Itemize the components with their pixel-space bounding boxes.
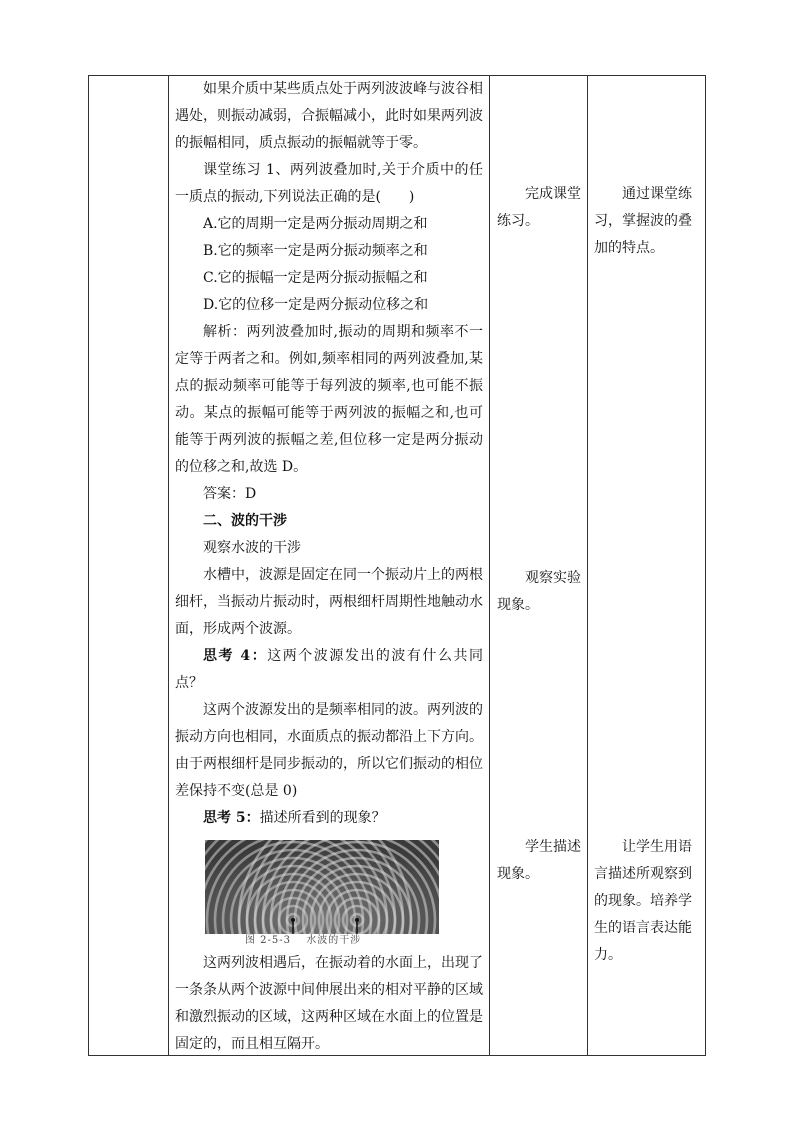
think-5 bbox=[175, 805, 483, 832]
option-b: B.它的频率一定是两分振动频率之和 bbox=[203, 243, 428, 259]
student-activity-text: 观察实验现象。 bbox=[497, 570, 581, 613]
paragraph: 这两列波相遇后，在振动着的水面上，出现了一条条从两个波源中间伸展出来的相对平静的区域和激烈振动的区域，这两种区域在水面上的位置是固定的，而且相互隔开。 bbox=[175, 955, 483, 1052]
paragraph: 这两个波源发出的是频率相同的波。两列波的振动方向也相同，水面质点的振动都沿上下方向。由于两根细杆是同步振动的，所以它们振动的相位差保持不变(总是 0) bbox=[175, 702, 483, 799]
observe-title: 观察水波的干涉 bbox=[203, 540, 301, 556]
student-activity-text: 完成课堂练习。 bbox=[497, 186, 581, 229]
water-wave-interference-figure bbox=[205, 840, 439, 948]
think-5-label: 思考 5： bbox=[203, 810, 260, 826]
option-a: A.它的周期一定是两分振动周期之和 bbox=[203, 216, 428, 232]
column-divider bbox=[587, 76, 588, 1055]
answer: 答案：D bbox=[203, 486, 257, 502]
analysis: 解析：两列波叠加时,振动的周期和频率不一定等于两者之和。例如,频率相同的两列波叠加,某点的振动频率可能等于每列波的频率,也可能不振动。某点的振幅可能等于两列波的振幅之和,也可能等于两列波的振幅之差,但位移一定是两分振动的位移之和,故选 D。 bbox=[175, 324, 483, 475]
lesson-table bbox=[88, 75, 706, 1056]
student-activity-text: 学生描述现象。 bbox=[497, 839, 581, 882]
option-c: C.它的振幅一定是两分振动振幅之和 bbox=[203, 270, 428, 286]
design-intent-2 bbox=[594, 834, 700, 969]
student-activity-3 bbox=[497, 834, 583, 888]
section-heading: 二、波的干涉 bbox=[203, 513, 287, 529]
column-divider bbox=[168, 76, 169, 1055]
think-4-label: 思考 4： bbox=[203, 648, 268, 664]
teaching-content-cell bbox=[175, 76, 483, 1058]
think-5-text: 描述所看到的现象？ bbox=[259, 810, 386, 826]
design-intent-text: 让学生用语言描述所观察到的现象。培养学生的语言表达能力。 bbox=[594, 839, 692, 963]
student-activity-2 bbox=[497, 565, 583, 619]
paragraph: 水槽中，波源是固定在同一个振动片上的两根细杆，当振动片振动时，两根细杆周期性地触动水面，形成两个波源。 bbox=[175, 567, 483, 637]
column-divider bbox=[489, 76, 490, 1055]
paragraph: 如果介质中某些质点处于两列波波峰与波谷相遇处，则振动减弱，合振幅减小，此时如果两列波的振幅相同，质点振动的振幅就等于零。 bbox=[175, 81, 483, 151]
think-4-text: 这两个波源发出的波有什么共同点？ bbox=[175, 648, 484, 691]
exercise-question: 课堂练习 1、两列波叠加时,关于介质中的任一质点的振动,下列说法正确的是( ) bbox=[175, 162, 483, 205]
figure-caption: 图 2-5-3 水波的干涉 bbox=[245, 935, 362, 946]
think-4 bbox=[175, 643, 483, 697]
option-d: D.它的位移一定是两分振动位移之和 bbox=[203, 297, 429, 313]
student-activity-1 bbox=[497, 181, 583, 235]
design-intent-1 bbox=[594, 181, 700, 262]
interference-photo bbox=[205, 840, 439, 934]
design-intent-text: 通过课堂练习，掌握波的叠加的特点。 bbox=[594, 186, 692, 256]
